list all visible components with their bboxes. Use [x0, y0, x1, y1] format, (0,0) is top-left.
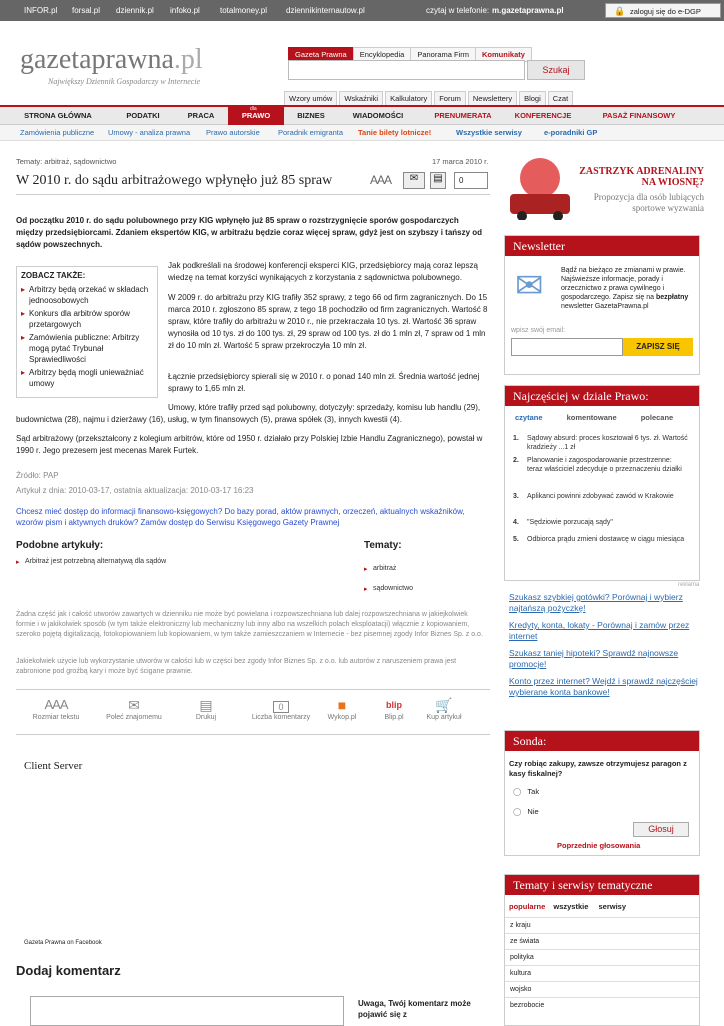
- search-tab-gazeta-prawna[interactable]: Gazeta Prawna: [288, 47, 354, 62]
- toolbar-recommend[interactable]: [106, 696, 162, 721]
- theme-item[interactable]: ze świata: [505, 933, 699, 949]
- poll-option-nie[interactable]: ◯ Nie: [513, 807, 539, 816]
- toolbar-blip[interactable]: [366, 696, 422, 721]
- toolbar-wykop[interactable]: [314, 696, 370, 721]
- main-nav: [0, 105, 724, 125]
- usage-disclaimer: Jakiekolwiek użycie lub wykorzystanie utworów w całości lub w części bez zgody Infor Biznes Sp. z o.o. lub autorów z naruszeniem prawa jest zabronione pod groźbą kary i może być ścigane prawnie.: [16, 658, 457, 675]
- newsletter-email-input[interactable]: [511, 338, 623, 356]
- envelope-icon: ✉: [128, 697, 140, 713]
- topbar-link-dziennik[interactable]: dziennik.pl: [116, 6, 154, 15]
- search-input[interactable]: [288, 60, 525, 80]
- popular-item[interactable]: 3. Aplikanci powinni zdobywać zawód w Krakowie: [513, 493, 674, 500]
- tab-wszystkie[interactable]: wszystkie: [553, 902, 589, 911]
- topbar-link-infoko[interactable]: infoko.pl: [170, 6, 200, 15]
- subnav-wskazniki[interactable]: Wskaźniki: [339, 91, 383, 106]
- topbar-link-forsal[interactable]: forsal.pl: [72, 6, 101, 15]
- secnav-e-poradniki[interactable]: e-poradniki GP: [544, 128, 598, 137]
- topics-title: Tematy:: [364, 540, 402, 551]
- poll-title: Sonda:: [505, 731, 699, 751]
- see-also-box: [16, 266, 158, 398]
- toolbar-text-size[interactable]: [28, 696, 84, 721]
- banner-line: ZASTRZYK ADRENALINY: [579, 166, 704, 177]
- poll-question: Czy robiąc zakupy, zawsze otrzymujesz paragon z kasy fiskalnej?: [509, 759, 687, 778]
- article-paragraph: W 2009 r. do arbitrażu przy KIG trafiły 352 sprawy, z tego 66 od firm zagranicznych. Do 15 marca 2010 r. zgłoszono 85 spraw, z tego 18 pochodziło od firm zagranicznych. Wartość 8 spraw, które trafiły do arbitrażu w 2010 r., nie przekraczała 10 tys. zł. Wartość 36 spraw wynosiła od 10 tys. zł do 100 tys. zł, 29 spraw od 100 tys. zł do 1 mln zł, 7 spraw od 1 mln zł do 10 mln zł. Wartość 5 spraw przekroczyła 10 mln zł.: [168, 293, 488, 350]
- wykop-icon: ■: [337, 697, 347, 713]
- ad-link[interactable]: Kredyty, konta, lokaty - Porównaj i zamów przez internet: [509, 620, 690, 641]
- client-server-label: Client Server: [24, 760, 83, 772]
- banner-image: [500, 150, 580, 220]
- topic-link[interactable]: ▸ sądownictwo: [364, 585, 724, 592]
- newsletter-bold: bezpłatny: [655, 294, 689, 301]
- popular-box: [504, 385, 700, 581]
- toolbar-label: Blip.pl: [384, 714, 404, 721]
- nav-biznes[interactable]: BIZNES: [297, 111, 325, 120]
- ad-links: [509, 592, 701, 698]
- radio-icon: ◯: [513, 787, 522, 796]
- facebook-link[interactable]: Gazeta Prawna on Facebook: [24, 940, 102, 946]
- previous-polls-link[interactable]: Poprzednie głosowania: [557, 841, 641, 850]
- subnav-blogi[interactable]: Blogi: [519, 91, 546, 106]
- article-dates: Artykuł z dnia: 2010-03-17, ostatnia aktualizacja: 2010-03-17 16:23: [16, 486, 254, 495]
- copyright-disclaimer: Żadna część jak i całość utworów zawartych w dzienniku nie może być powielana i rozpowszechniana lub dalej rozpowszechniana w jakiejkolwiek formie i w jakikolwiek sposób (w tym także elektroniczny lub mechaniczny lub inny albo na wszelkich polach eksploatacji) włącznie z kopiowaniem, szeroko pojętą digitalizacją, fotokopiowaniem lub kopiowaniem, w tym także zamieszczaniem w Internecie - bez pisemnej zgody Infor Biznes Sp. z o.o.: [16, 611, 483, 638]
- banner-line: Propozycja dla osób lubiących: [593, 192, 704, 202]
- toolbar-label: Liczba komentarzy: [251, 714, 311, 721]
- tab-popularne[interactable]: popularne: [509, 902, 546, 911]
- article-toolbar: [16, 689, 490, 735]
- theme-item[interactable]: z kraju: [505, 917, 699, 933]
- ad-link[interactable]: Szukasz taniej hipoteki? Sprawdź najnowsze promocje!: [509, 648, 679, 669]
- theme-item[interactable]: kultura: [505, 965, 699, 981]
- newsletter-text: Bądź na bieżąco ze zmianami w prawie. Najświeższe informacje, porady i orzecznictwo z prawa cywilnego i gospodarczego. Zapisz się na: [561, 267, 686, 301]
- login-label: zaloguj się do e-DGP: [630, 7, 701, 16]
- print-icon[interactable]: ▤: [430, 172, 446, 189]
- subnav-newslettery[interactable]: Newslettery: [468, 91, 517, 106]
- nav-praca[interactable]: PRACA: [187, 111, 215, 120]
- toolbar-buy[interactable]: [416, 696, 472, 721]
- comment-count-icon: 0: [249, 696, 313, 714]
- toolbar-label: Wykop.pl: [327, 714, 357, 721]
- blip-icon: blip: [386, 700, 402, 710]
- title-divider: [16, 194, 490, 195]
- subnav-kalkulatory[interactable]: Kalkulatory: [385, 91, 432, 106]
- article-lead: Od początku 2010 r. do sądu polubownego przy KIG wpłynęło już 85 spraw o rozstrzygnięcie sporów gospodarczych między przedsiębiorcami. Zdaniem ekspertów KIG, w arbitrażu będzie coraz więcej spraw, gdyż jest on szybszy i tańszy od sądów powszechnych.: [16, 216, 483, 249]
- popular-item[interactable]: 2. Planowanie i zagospodarowanie przestrzenne: teraz właściciel zdecyduje o przeznaczeniu działki: [513, 457, 682, 473]
- email-icon[interactable]: ✉: [403, 172, 425, 189]
- add-comment-title: Dodaj komentarz: [16, 963, 121, 978]
- theme-item[interactable]: bezrobocie: [505, 997, 699, 1013]
- toolbar-label: Drukuj: [195, 714, 217, 721]
- top-bar: [0, 0, 724, 21]
- logo-tagline: Największy Dziennik Gospodarczy w Internecie: [48, 77, 201, 86]
- banner-line: NA WIOSNĘ?: [641, 177, 704, 188]
- subscribe-button[interactable]: ZAPISZ SIĘ: [623, 338, 693, 356]
- article-paragraph: Umowy, które trafiły przed sąd polubowny, dotyczyły: sprzedaży, komisu lub handlu (29), budownictwa (28), najmu i dzierżawy (16), usług, w tym finansowych (5), prawa spółek (3), innych kwestii (4).: [16, 403, 481, 424]
- ad-link[interactable]: Konto przez internet? Wejdź i sprawdź najczęściej wybierane konta bankowe!: [509, 676, 698, 697]
- popular-title: Najczęściej w dziale Prawo:: [505, 386, 699, 406]
- themes-box: [504, 874, 700, 1026]
- vote-button[interactable]: Głosuj: [633, 822, 689, 837]
- topbar-link-infor[interactable]: INFOR.pl: [24, 6, 58, 15]
- subnav-wzory-umow[interactable]: Wzory umów: [284, 91, 337, 106]
- theme-item[interactable]: wojsko: [505, 981, 699, 997]
- secnav-zamowienia[interactable]: Zamówienia publiczne: [20, 128, 95, 137]
- popular-item[interactable]: 4. "Sędziowie porzucają sądy": [513, 519, 613, 526]
- tab-serwisy[interactable]: serwisy: [598, 902, 627, 911]
- utility-nav: [284, 91, 575, 104]
- article-title: W 2010 r. do sądu arbitrażowego wpłynęło już 85 spraw: [16, 173, 333, 188]
- article-paragraph: Łącznie przedsiębiorcy spierali się w 2010 r. o ponad 140 mln zł. Średnia wartość jednej sprawy to 1,65 mln zł.: [168, 372, 480, 393]
- subnav-forum[interactable]: Forum: [434, 91, 466, 106]
- adrenaline-banner[interactable]: [500, 148, 706, 220]
- secnav-wszystkie-serwisy[interactable]: Wszystkie serwisy: [456, 128, 522, 137]
- nav-strona-glowna[interactable]: STRONA GŁÓWNA: [24, 111, 92, 120]
- search-tabs: [288, 47, 531, 59]
- article-tags: Tematy: arbitraż, sądownictwo: [16, 157, 117, 166]
- themes-title: Tematy i serwisy tematyczne: [505, 875, 699, 895]
- search-tab-komunikaty[interactable]: Komunikaty: [475, 47, 532, 62]
- tab-polecane[interactable]: polecane: [640, 413, 674, 422]
- toolbar-label: Rozmiar tekstu: [32, 714, 80, 721]
- article-date: 17 marca 2010 r.: [432, 157, 489, 166]
- nav-konferencje[interactable]: KONFERENCJE: [514, 111, 572, 120]
- cart-icon: 🛒: [435, 697, 453, 713]
- phone-label: czytaj w telefonie:: [426, 6, 490, 15]
- nav-tiny-label: dla: [250, 106, 257, 112]
- toolbar-print[interactable]: [178, 696, 234, 721]
- nav-prenumerata[interactable]: PRENUMERATA: [434, 111, 492, 120]
- newsletter-text2: newsletter GazetaPrawna.pl: [561, 303, 649, 310]
- similar-article-link[interactable]: ▸ Arbitraż jest potrzebną alternatywą dla sądów: [16, 558, 724, 565]
- secondary-nav: [0, 125, 724, 141]
- email-label: wpisz swój email:: [511, 327, 566, 334]
- see-also-item[interactable]: ▸ Konkurs dla arbitrów sporów przetargowych: [21, 308, 153, 330]
- poll-option-tak[interactable]: ◯ Tak: [513, 787, 540, 796]
- search-tab-panorama-firm[interactable]: Panorama Firm: [410, 47, 476, 62]
- subnav-czat[interactable]: Czat: [548, 91, 573, 106]
- topbar-link-totalmoney[interactable]: totalmoney.pl: [220, 6, 267, 15]
- see-also-item[interactable]: ▸ Arbitrzy będą orzekać w składach jednoosobowych: [21, 284, 153, 306]
- secnav-prawo-autorskie[interactable]: Prawo autorskie: [206, 128, 260, 137]
- radio-icon: ◯: [513, 807, 522, 816]
- promo-link[interactable]: Chcesz mieć dostęp do informacji finansowo-księgowych? Do bazy porad, aktów prawnych, orzeczeń, aktualnych wskaźników, wzorów pism i aktywnych druków? Zamów dostęp do Serwisu Księgowego Gazety Prawnej: [16, 507, 465, 527]
- toolbar-comments[interactable]: [249, 696, 313, 721]
- envelope-icon: ✉: [515, 267, 544, 305]
- tab-komentowane[interactable]: komentowane: [566, 413, 617, 422]
- ad-label: reklama: [678, 582, 700, 588]
- nav-pasaz-finansowy[interactable]: PASAŻ FINANSOWY: [602, 111, 676, 120]
- article-source: Źródło: PAP: [16, 471, 59, 480]
- banner-line: sportowe wyzwania: [632, 203, 704, 213]
- article-paragraph: Sąd arbitrażowy (przekształcony z kolegium arbitrów, które od 1950 r. działało przy Polskiej Izbie Handlu Zagranicznego), powstał w 1990 r. Jego prezesem jest mecenas Marek Furtek.: [16, 434, 483, 455]
- secnav-umowy[interactable]: Umowy - analiza prawna: [108, 128, 191, 137]
- tab-czytane[interactable]: czytane: [515, 413, 543, 422]
- comment-warning: Uwaga, Twój komentarz może pojawić się z: [358, 999, 471, 1019]
- nav-wiadomosci[interactable]: WIADOMOŚCI: [352, 111, 404, 120]
- lock-icon: 🔒: [614, 6, 626, 16]
- poll-box: [504, 730, 700, 856]
- login-button[interactable]: [605, 3, 721, 18]
- popular-item[interactable]: 1. Sądowy absurd: proces kosztował 6 tys. zł. Wartość kradzieży ...1 zł: [513, 435, 688, 451]
- logo-tld: .pl: [173, 44, 203, 75]
- search-tab-encyklopedia[interactable]: Encyklopedia: [353, 47, 412, 62]
- secnav-poradnik-emigranta[interactable]: Poradnik emigranta: [278, 128, 344, 137]
- site-logo[interactable]: [20, 44, 203, 76]
- comment-count-badge[interactable]: 0: [454, 172, 488, 189]
- see-also-title: ZOBACZ TAKŻE:: [21, 271, 86, 280]
- topbar-link-dziennikinternautow[interactable]: dziennikinternautow.pl: [286, 6, 365, 15]
- search-button[interactable]: Szukaj: [527, 60, 585, 80]
- topic-link[interactable]: ▸ arbitraż: [364, 565, 724, 572]
- text-size-icon: AAA: [44, 697, 68, 712]
- mobile-site-link[interactable]: m.gazetaprawna.pl: [492, 6, 564, 15]
- newsletter-title: Newsletter: [505, 236, 699, 256]
- see-also-item[interactable]: ▸ Arbitrzy będą mogli unieważniać umowy: [21, 367, 153, 389]
- popular-item[interactable]: 5. Odbiorca prądu zmieni dostawcę w ciągu miesiąca: [513, 536, 685, 543]
- ad-link[interactable]: Szukasz szybkiej gotówki? Porównaj i wybierz najtańszą pożyczkę!: [509, 592, 683, 613]
- printer-icon: ▤: [199, 697, 213, 713]
- similar-articles-title: Podobne artykuły:: [16, 540, 104, 551]
- theme-item[interactable]: polityka: [505, 949, 699, 965]
- nav-prawo[interactable]: PRAWO: [228, 105, 284, 126]
- logo-name: gazetaprawna: [20, 44, 174, 75]
- text-size-control[interactable]: AAA: [370, 173, 392, 187]
- newsletter-box: [504, 235, 700, 375]
- toolbar-label: Kup artykuł: [426, 714, 462, 721]
- article-paragraph: Jak podkreślali na środowej konferencji eksperci KIG, przedsiębiorcy mają coraz lepszą wiedzę na temat korzyści wynikających z korzystania z sądownictwa polubownego.: [168, 261, 478, 282]
- nav-podatki[interactable]: PODATKI: [126, 111, 160, 120]
- comment-textarea[interactable]: [30, 996, 344, 1026]
- see-also-item[interactable]: ▸ Zamówienia publiczne: Arbitrzy mogą pytać Trybunał Sprawiedliwości: [21, 332, 153, 365]
- toolbar-label: Poleć znajomemu: [106, 714, 162, 721]
- secnav-tanie-bilety[interactable]: Tanie bilety lotnicze!: [358, 128, 432, 137]
